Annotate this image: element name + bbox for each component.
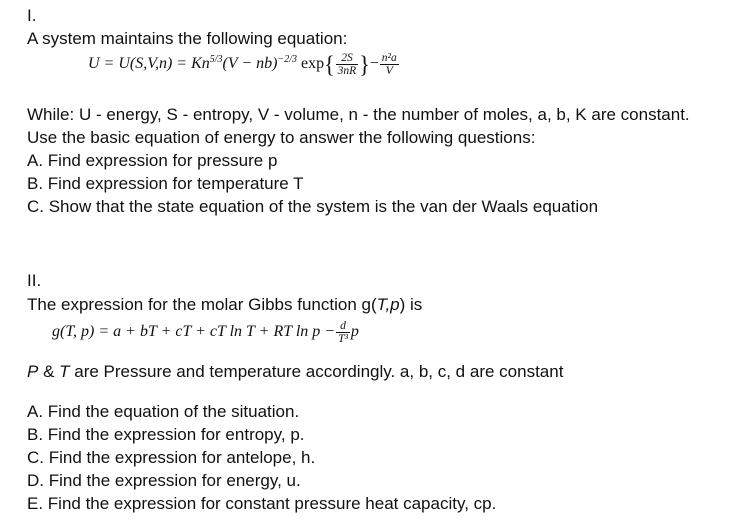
- part1-question-c: C. Show that the state equation of the system is the van der Waals equation: [27, 197, 599, 216]
- part2-question-b: B. Find the expression for entropy, p.: [27, 425, 305, 444]
- part1-line-definitions: While: U - energy, S - entropy, V - volume, n - the number of moles, a, b, K are constant.: [27, 105, 690, 124]
- part1-line-instructions: Use the basic equation of energy to answer the following questions:: [27, 128, 536, 147]
- attraction-fraction: $\frac{\text{n²a}}{V}$: [381, 52, 397, 77]
- part2-intro: The expression for the molar Gibbs function g(T,p) is: [27, 295, 423, 314]
- gibbs-fraction: $\frac{d}{\text{T³}}$: [338, 320, 348, 345]
- part2-question-e: E. Find the expression for constant pressure heat capacity, cp.: [27, 494, 497, 513]
- part2-gibbs-equation: g(T, p) = a + bT + cT + cT ln T + RT ln p − $\frac{d}{\text{T³}}$ p: [52, 320, 359, 345]
- part1-energy-equation: $U = U(S,V,n) = Kn^{5/3}(V - nb)^{-2/3}$ exp{ $\frac{2S}{3nR}$ }− $\frac{\text{n²a}}{V}$: [88, 50, 397, 78]
- exp-fraction: $\frac{2S}{3nR}$: [337, 52, 357, 77]
- part2-note: P & T are Pressure and temperature accordingly. a, b, c, d are constant: [27, 362, 564, 381]
- part2-question-c: C. Find the expression for antelope, h.: [27, 448, 316, 467]
- part1-question-b: B. Find expression for temperature T: [27, 174, 304, 193]
- part2-question-a: A. Find the equation of the situation.: [27, 402, 300, 421]
- part1-intro: A system maintains the following equation:: [27, 29, 348, 48]
- part2-question-d: D. Find the expression for energy, u.: [27, 471, 301, 490]
- part2-heading: II.: [27, 271, 42, 290]
- part1-question-a: A. Find expression for pressure p: [27, 151, 278, 170]
- part1-heading: I.: [27, 6, 37, 25]
